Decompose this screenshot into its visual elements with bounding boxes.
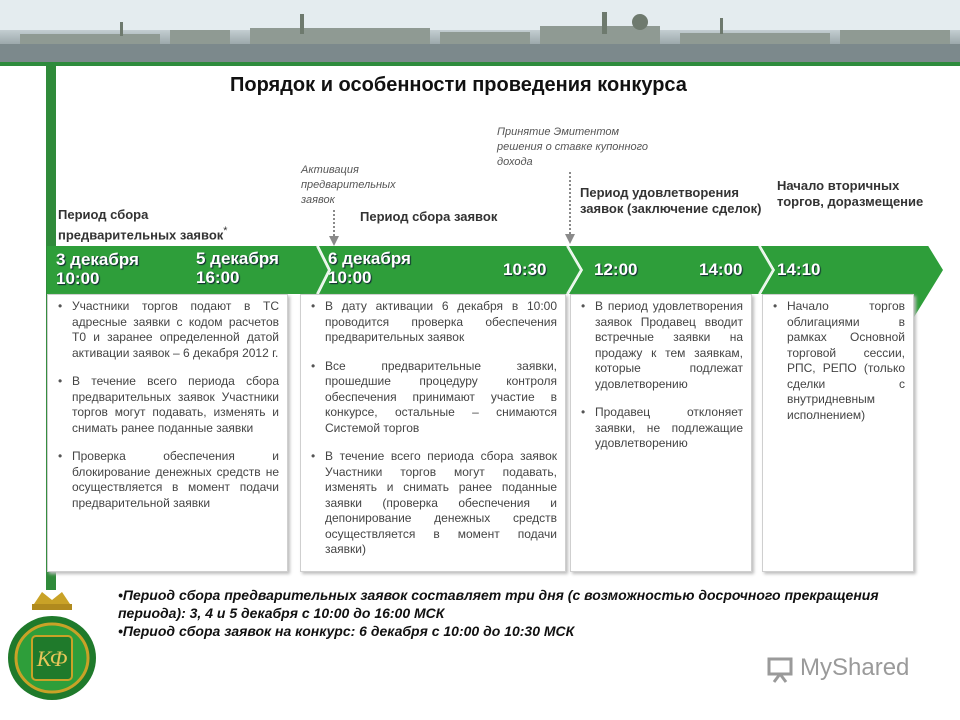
date-dec6-time: 10:00 [328, 268, 372, 287]
footer-notes [118, 586, 918, 640]
footer-note-1: •Период сбора предварительных заявок составляет три дня (с возможностью досрочного прекращения периода): 3, 4 и 5 декабря с 10:00 до 16:00 МСК [118, 587, 879, 621]
box-satisfaction [570, 294, 752, 572]
box-pre-collection [47, 294, 288, 572]
date-dec3 [56, 250, 139, 288]
time-1400: 14:00 [699, 260, 743, 279]
date-dec6 [328, 249, 411, 287]
note-activation: Активация предварительных заявок [301, 164, 396, 206]
date-dec3-time: 10:00 [56, 269, 100, 288]
list-item: • Начало торгов облигациями в рамках Основной торговой сессии, РПС, РЕПО (только сделки с внутридневным исполнением) [773, 299, 905, 423]
phase-collection: Период сбора заявок [360, 209, 498, 224]
watermark [766, 654, 909, 683]
list-item: • Проверка обеспечения и блокирование денежных средств не осуществляется в момент подачи предварительной заявки [58, 449, 279, 511]
box-secondary [762, 294, 914, 572]
page-title: Порядок и особенности проведения конкурса [230, 74, 687, 96]
footnote-mark: * [223, 225, 228, 237]
header-banner [0, 0, 960, 64]
list-item: • Участники торгов подают в ТС адресные заявки с кодом расчетов Т0 и заранее определенной датой активации заявок – 6 декабря 2012 г. [58, 299, 279, 361]
banner-divider [0, 62, 960, 66]
box-collection [300, 294, 566, 572]
emblem-monogram: КФ [36, 646, 68, 671]
list-item: • Все предварительные заявки, прошедшие процедуру контроля обеспечения принимают участие в конкурсе, остальные – снимаются Системой торгов [311, 359, 557, 437]
time-1200: 12:00 [594, 260, 638, 279]
activation-pointer-icon [320, 210, 350, 250]
list-item: • Продавец отклоняет заявки, не подлежащие удовлетворению [581, 405, 743, 452]
note-decision: Принятие Эмитентом решения о ставке купонного дохода [497, 126, 649, 168]
decision-pointer-icon [556, 172, 586, 250]
footer-note-2: •Период сбора заявок на конкурс: 6 декабря с 10:00 до 10:30 МСК [118, 623, 575, 639]
phase-pre-collection [58, 207, 268, 243]
time-1030: 10:30 [503, 260, 547, 279]
presentation-icon [766, 655, 794, 683]
time-1410: 14:10 [777, 260, 821, 279]
watermark-text: MyShared [800, 654, 910, 681]
list-item: • В течение всего периода сбора заявок Участники торгов могут подавать, изменять и снимать ранее поданные заявки (проверка обеспечения и депонирование денежных средств осуществляется в момент подачи заявки) [311, 449, 557, 558]
emblem-logo [4, 590, 100, 702]
phase-secondary: Начало вторичных торгов, доразмещение [777, 178, 924, 209]
date-dec5 [196, 249, 279, 287]
phase-pre-collection-label: Период сбора предварительных заявок [58, 207, 224, 243]
date-dec6-day: 6 декабря [328, 249, 411, 268]
city-panorama-image [0, 0, 960, 64]
date-dec3-day: 3 декабря [56, 250, 139, 269]
date-dec5-day: 5 декабря [196, 249, 279, 268]
phase-satisfaction: Период удовлетворения заявок (заключение сделок) [580, 185, 762, 216]
list-item: • В период удовлетворения заявок Продавец вводит встречные заявки на продажу к тем заявкам, которые подлежат удовлетворению [581, 299, 743, 392]
list-item: • В дату активации 6 декабря в 10:00 проводится проверка обеспечения предварительных заявок [311, 299, 557, 346]
list-item: • В течение всего периода сбора предварительных заявок Участники торгов могут подавать, изменять и снимать ранее поданные заявки [58, 374, 279, 436]
date-dec5-time: 16:00 [196, 268, 240, 287]
